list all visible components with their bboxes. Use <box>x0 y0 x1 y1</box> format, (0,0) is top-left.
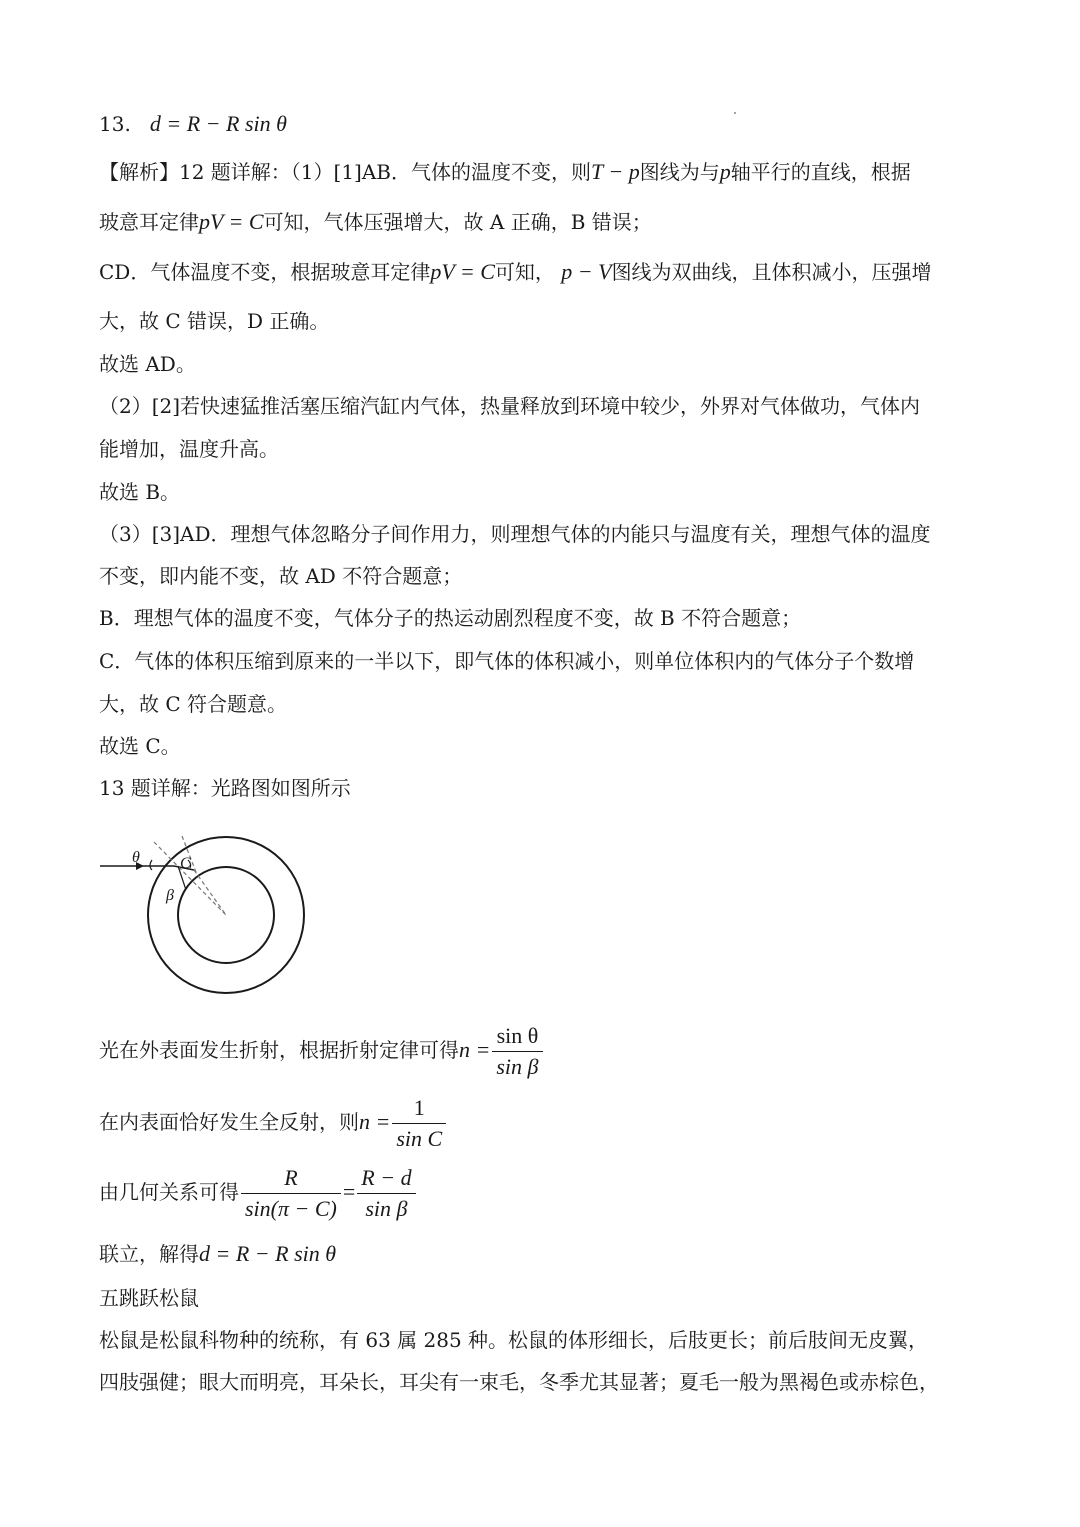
section-title: 五跳跃松鼠 <box>99 1286 199 1310</box>
optical-path-diagram <box>96 828 316 998</box>
text-run: 光在外表面发生折射，根据折射定律可得 <box>99 1038 459 1062</box>
analysis-line-8: 故选 B。 <box>99 480 181 504</box>
analysis-line-12: C．气体的体积压缩到原来的一半以下，即气体的体积减小，则单位体积内的气体分子个数增 <box>99 649 915 673</box>
analysis-line-4: 大，故 C 错误，D 正确。 <box>99 309 330 333</box>
normal-line-outer <box>154 842 226 915</box>
fraction-right <box>357 1165 415 1222</box>
math-run: p − V <box>561 259 612 284</box>
analysis-line-13: 大，故 C 符合题意。 <box>99 692 288 716</box>
fraction <box>492 1023 542 1080</box>
text-run: 由几何关系可得 <box>99 1180 239 1204</box>
analysis-line-2 <box>99 208 652 236</box>
numerator: sin θ <box>492 1023 542 1052</box>
speck <box>734 112 736 114</box>
text-run: 联立，解得 <box>99 1242 199 1266</box>
math-run: pV = C <box>430 259 495 284</box>
fraction <box>392 1095 446 1152</box>
text-run: 轴平行的直线，根据 <box>730 160 911 184</box>
text-run: CD．气体温度不变，根据玻意耳定律 <box>99 260 431 284</box>
analysis-line-15: 13 题详解：光路图如图所示 <box>99 776 351 800</box>
analysis-line-5: 故选 AD。 <box>99 352 196 376</box>
text-run: 12 题详解：（1）[1]AB．气体的温度不变，则 <box>179 160 592 184</box>
analysis-tag: 【解析】 <box>99 160 179 184</box>
radius-dashed <box>194 870 226 915</box>
text-run: 可知， <box>494 260 555 284</box>
analysis-line-6: （2）[2]若快速猛推活塞压缩汽缸内气体，热量释放到环境中较少，外界对气体做功，气体内 <box>99 394 921 418</box>
denominator: sin(π − C) <box>245 1196 337 1221</box>
text-run: 玻意耳定律 <box>99 210 199 234</box>
analysis-line-14: 故选 C。 <box>99 734 181 758</box>
denominator: sin C <box>396 1126 443 1151</box>
beta-label: β <box>166 887 174 904</box>
question-number: 13. <box>99 112 131 136</box>
analysis-line-3 <box>99 258 932 286</box>
text-run: 在内表面恰好发生全反射，则 <box>99 1110 359 1134</box>
fraction-left <box>241 1165 341 1222</box>
equals-sign: = <box>342 1179 356 1204</box>
theta-arc <box>150 860 152 870</box>
text-run: 图线为与 <box>639 160 720 184</box>
text-run: 可知，气体压强增大，故 A 正确，B 错误； <box>263 210 652 234</box>
analysis-line-7: 能增加，温度升高。 <box>99 437 279 461</box>
analysis-line-9: （3）[3]AD．理想气体忽略分子间作用力，则理想气体的内能只与温度有关，理想气体的温度 <box>99 522 931 546</box>
paragraph-line-1: 松鼠是松鼠科物种的统称，有 63 属 285 种。松鼠的体形细长，后肢更长；前后肢间无皮翼， <box>99 1328 929 1352</box>
numerator: R − d <box>357 1165 415 1194</box>
equation-2-line <box>99 1094 448 1152</box>
analysis-line-10: 不变，即内能不变，故 AD 不符合题意； <box>99 564 463 588</box>
math-run: pV = C <box>199 209 264 234</box>
c-label: C <box>180 855 191 872</box>
final-formula: d = R − R sin θ <box>199 1241 337 1266</box>
analysis-line-11: B．理想气体的温度不变，气体分子的热运动剧烈程度不变，故 B 不符合题意； <box>99 606 802 630</box>
answer-13-line <box>99 110 287 138</box>
numerator: R <box>241 1165 341 1194</box>
theta-label: θ <box>132 849 140 866</box>
answer-formula: d = R − R sin θ <box>149 111 287 136</box>
denominator: sin β <box>365 1196 408 1221</box>
equation-4-line <box>99 1240 336 1268</box>
paragraph-line-2: 四肢强健；眼大而明亮，耳朵长，耳尖有一束毛，冬季尤其显著；夏毛一般为黑褐色或赤棕色， <box>99 1370 939 1394</box>
analysis-line-1 <box>99 158 911 186</box>
math-run: p <box>719 159 731 184</box>
math-run: n = <box>359 1109 391 1134</box>
math-run: T − p <box>591 159 640 184</box>
denominator: sin β <box>496 1054 539 1079</box>
math-run: n = <box>459 1037 491 1062</box>
numerator: 1 <box>392 1095 446 1124</box>
equation-3-line <box>99 1164 418 1222</box>
text-run: 图线为双曲线，且体积减小，压强增 <box>611 260 932 284</box>
equation-1-line <box>99 1022 545 1080</box>
